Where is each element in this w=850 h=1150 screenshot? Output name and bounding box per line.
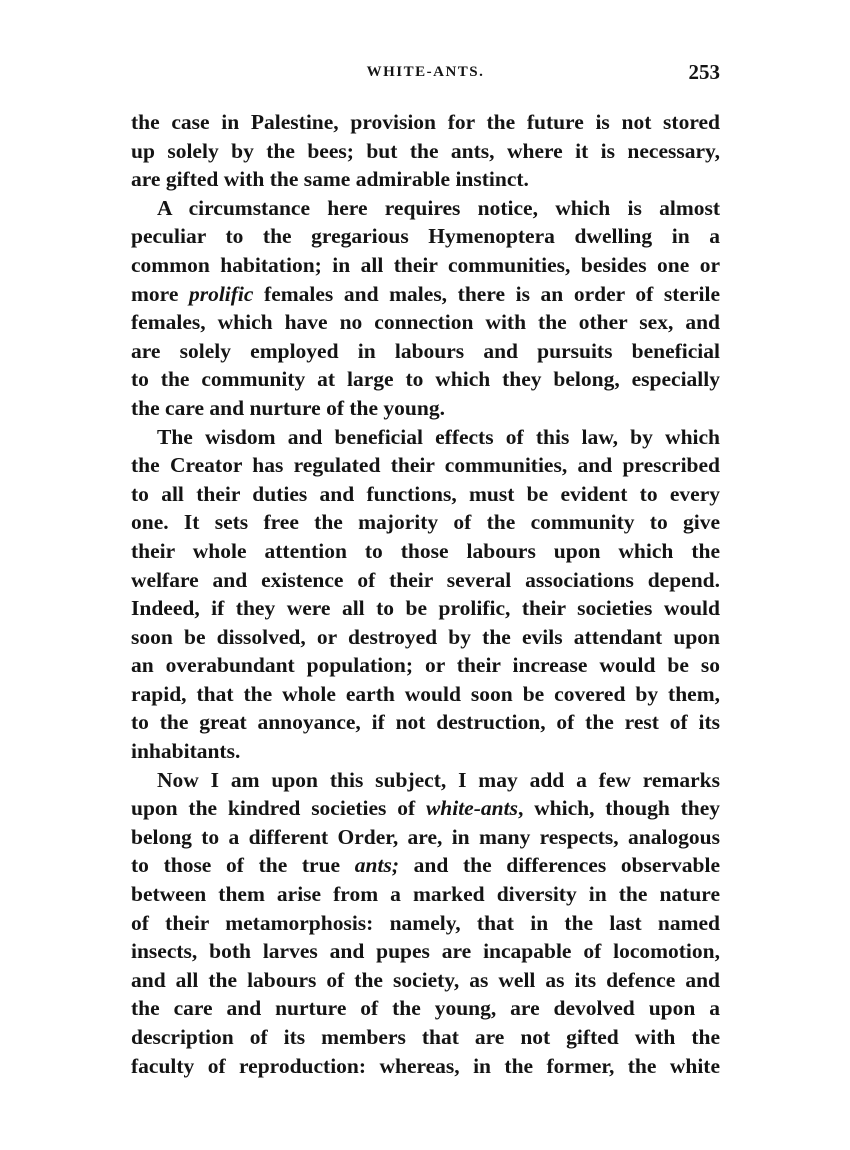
text-line: to the community at large to which they belong, especially: [131, 367, 720, 392]
text-line: description of its members that are not gifted with the: [131, 1025, 720, 1049]
text-line: welfare and existence of their several associations depend.: [131, 567, 720, 592]
text-line: to the great annoyance, if not destruction, of the rest of its: [131, 710, 720, 735]
text-line: insects, both larves and pupes are incapable of locomotion,: [131, 939, 720, 964]
text-fragment: , which, though they: [517, 796, 720, 821]
text-line: peculiar to the gregarious Hymenoptera dwelling in a: [131, 224, 720, 249]
text-line: the care and nurture of the young, are devolved upon a: [131, 996, 720, 1021]
text-line: up solely by the bees; but the ants, where it is necessary,: [131, 138, 720, 163]
text-line: soon be dissolved, or destroyed by the evils attendant upon: [131, 624, 720, 649]
text-line: belong to a different Order, are, in many respects, analogous: [131, 824, 720, 849]
paragraph-first-line: A circumstance here requires notice, which is almost: [157, 195, 720, 220]
text-line: [131, 851, 720, 880]
text-line: one. It sets free the majority of the community to give: [131, 510, 720, 535]
text-line: the case in Palestine, provision for the future is not stored: [131, 110, 720, 134]
text-line: Indeed, if they were all to be prolific, their societies would: [131, 596, 720, 621]
running-title: WHITE-ANTS.: [366, 64, 485, 80]
paragraph-first-line: The wisdom and beneficial effects of this law, by which: [157, 424, 720, 449]
body-text: [131, 108, 720, 1080]
paragraph-first-line: Now I am upon this subject, I may add a few remarks: [157, 767, 720, 792]
italic-term: ants;: [354, 853, 399, 878]
page-number: 253: [688, 60, 720, 84]
text-line: females, which have no connection with the other sex, and: [131, 310, 720, 335]
running-head: [131, 60, 720, 86]
text-line: rapid, that the whole earth would soon be covered by them,: [131, 681, 720, 706]
text-line: inhabitants.: [131, 739, 241, 764]
text-line: between them arise from a marked diversity in the nature: [131, 882, 720, 907]
text-fragment: more: [131, 281, 189, 306]
text-line: their whole attention to those labours upon which the: [131, 538, 720, 563]
text-line: [131, 794, 720, 823]
text-line: the Creator has regulated their communities, and prescribed: [131, 453, 720, 478]
text-fragment: and the differences observable: [398, 853, 720, 878]
text-line: common habitation; in all their communities, besides one or: [131, 252, 720, 277]
text-line: the care and nurture of the young.: [131, 395, 445, 420]
text-line: are solely employed in labours and pursuits beneficial: [131, 338, 720, 363]
text-fragment: to those of the true: [131, 853, 355, 878]
text-line: an overabundant population; or their increase would be so: [131, 653, 720, 678]
text-fragment: upon the kindred societies of: [131, 796, 426, 821]
text-fragment: females and males, there is an order of sterile: [253, 281, 720, 306]
text-line: of their metamorphosis: namely, that in the last named: [131, 910, 720, 935]
text-line: faculty of reproduction: whereas, in the former, the white: [131, 1053, 720, 1078]
italic-term: white-ants: [425, 796, 518, 821]
text-line: are gifted with the same admirable instinct.: [131, 167, 529, 192]
italic-term: prolific: [188, 281, 254, 306]
text-line: to all their duties and functions, must be evident to every: [131, 481, 720, 506]
text-line: [131, 280, 720, 309]
text-line: and all the labours of the society, as well as its defence and: [131, 967, 720, 992]
